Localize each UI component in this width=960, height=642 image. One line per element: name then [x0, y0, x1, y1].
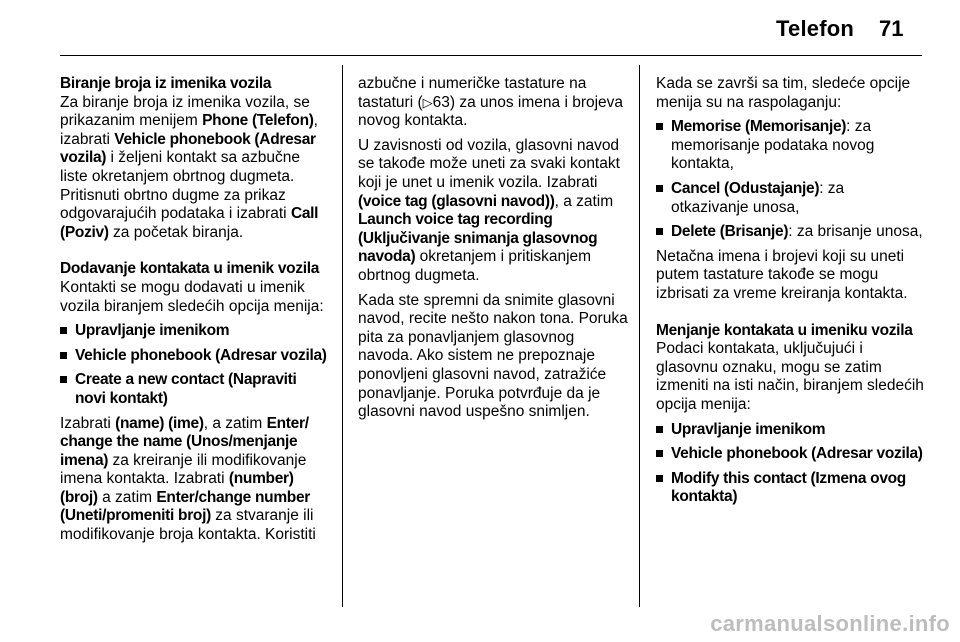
column-2: [358, 75, 628, 422]
bullet-square-icon: [60, 376, 67, 383]
heading-dial-from-phonebook: Biranje broja iz imenika vozila: [60, 75, 272, 92]
watermark: carmanualsonline.info: [710, 611, 950, 636]
bullet-square-icon: [656, 123, 663, 130]
list-item: Vehicle phonebook (Adresar vozila): [60, 347, 330, 366]
bullet-square-icon: [60, 327, 67, 334]
bullet-square-icon: [656, 450, 663, 457]
page-number: 71: [879, 16, 904, 41]
column-divider: [639, 65, 640, 607]
page-reference-icon: ▷: [422, 94, 433, 110]
list-item: Delete (Brisanje): za brisanje unosa,: [656, 223, 926, 242]
menu-path-list: [60, 322, 330, 408]
bullet-square-icon: [656, 475, 663, 482]
paragraph-recording: Kada ste spremni da snimite glasovni navod, recite nešto nakon tona. Poruka pita za ponavljanjem glasovnog navoda. Ako sistem ne prepoznaje ponovljeni glasovni navod, zatražiće ponavljanje. Poruka potvrđuje da je glasovni navod uspešno snimljen.: [358, 291, 628, 421]
list-item: Upravljanje imenikom: [656, 421, 926, 440]
heading-modify-contacts: Menjanje kontakata u imeniku vozila: [656, 321, 913, 339]
list-item: Upravljanje imenikom: [60, 322, 330, 341]
column-3: [656, 75, 926, 507]
modify-menu-path-list: [656, 421, 926, 507]
page-header: [0, 0, 960, 60]
paragraph-modify-contacts: Podaci kontakata, uključujući i glasovnu oznaku, mogu se zatim izmeniti na isti način, biranjem sledećih opcija menija:: [656, 340, 924, 413]
column-1: [60, 75, 330, 545]
paragraph-voice-tag: U zavisnosti od vozila, glasovni navod se takođe može uneti za svaki kontakt koji je unet u imenik vozila. Izabrati (voice tag (glasovni navod)), a zatim Launch voice tag recording (Uključivanje snimanja glasovnog navoda) okretanjem i pritiskanjem obrtnog dugmeta.: [358, 136, 620, 284]
list-item: Modify this contact (Izmena ovog kontakta): [656, 470, 926, 507]
heading-add-contacts: Dodavanje kontakata u imenik vozila: [60, 260, 320, 278]
list-item: Cancel (Odustajanje): za otkazivanje unosa,: [656, 180, 926, 217]
paragraph-delete-entries: Netačna imena i brojevi koji su uneti putem tastature takođe se mogu izbrisati za vreme kreiranja kontakta.: [656, 247, 908, 302]
column-divider: [342, 65, 343, 607]
paragraph-add-contacts: Kontakti se mogu dodavati u imenik vozila biranjem sledećih opcija menija:: [60, 278, 324, 315]
paragraph-keyboard: azbučne i numeričke tastature na tastaturi (▷63) za unos imena i brojeva novog kontakta.: [358, 75, 624, 130]
page-reference[interactable]: 63: [432, 93, 450, 111]
bullet-square-icon: [656, 426, 663, 433]
bullet-square-icon: [656, 185, 663, 192]
list-item: Vehicle phonebook (Adresar vozila): [656, 445, 926, 464]
header-rule: [60, 55, 922, 56]
paragraph-options: Kada se završi sa tim, sledeće opcije menija su na raspolaganju:: [656, 75, 911, 111]
bullet-square-icon: [60, 352, 67, 359]
section-title: Telefon: [776, 16, 854, 41]
list-item: Create a new contact (Napraviti novi kontakt): [60, 371, 330, 408]
options-list: [656, 118, 926, 242]
paragraph-dial-instructions: Za biranje broja iz imenika vozila, se prikazanim menijem Phone (Telefon), izabrati Vehicle phonebook (Adresar vozila) i željeni kontakt sa azbučne liste okretanjem obrtnog dugmeta. Pritisnuti obrtno dugme za prikaz odgovarajućih podataka i izabrati Call (Poziv) za početak biranja.: [60, 93, 319, 241]
list-item: Memorise (Memorisanje): za memorisanje podataka novog kontakta,: [656, 118, 926, 174]
bullet-square-icon: [656, 228, 663, 235]
paragraph-name-number: Izabrati (name) (ime), a zatim Enter/ change the name (Unos/menjanje imena) za kreiranje ili modifikovanje imena kontakta. Izabrati (number) (broj) a zatim Enter/change number (Uneti/promeniti broj) za stvaranje ili modifikovanje broja kontakta. Koristiti: [60, 414, 316, 544]
